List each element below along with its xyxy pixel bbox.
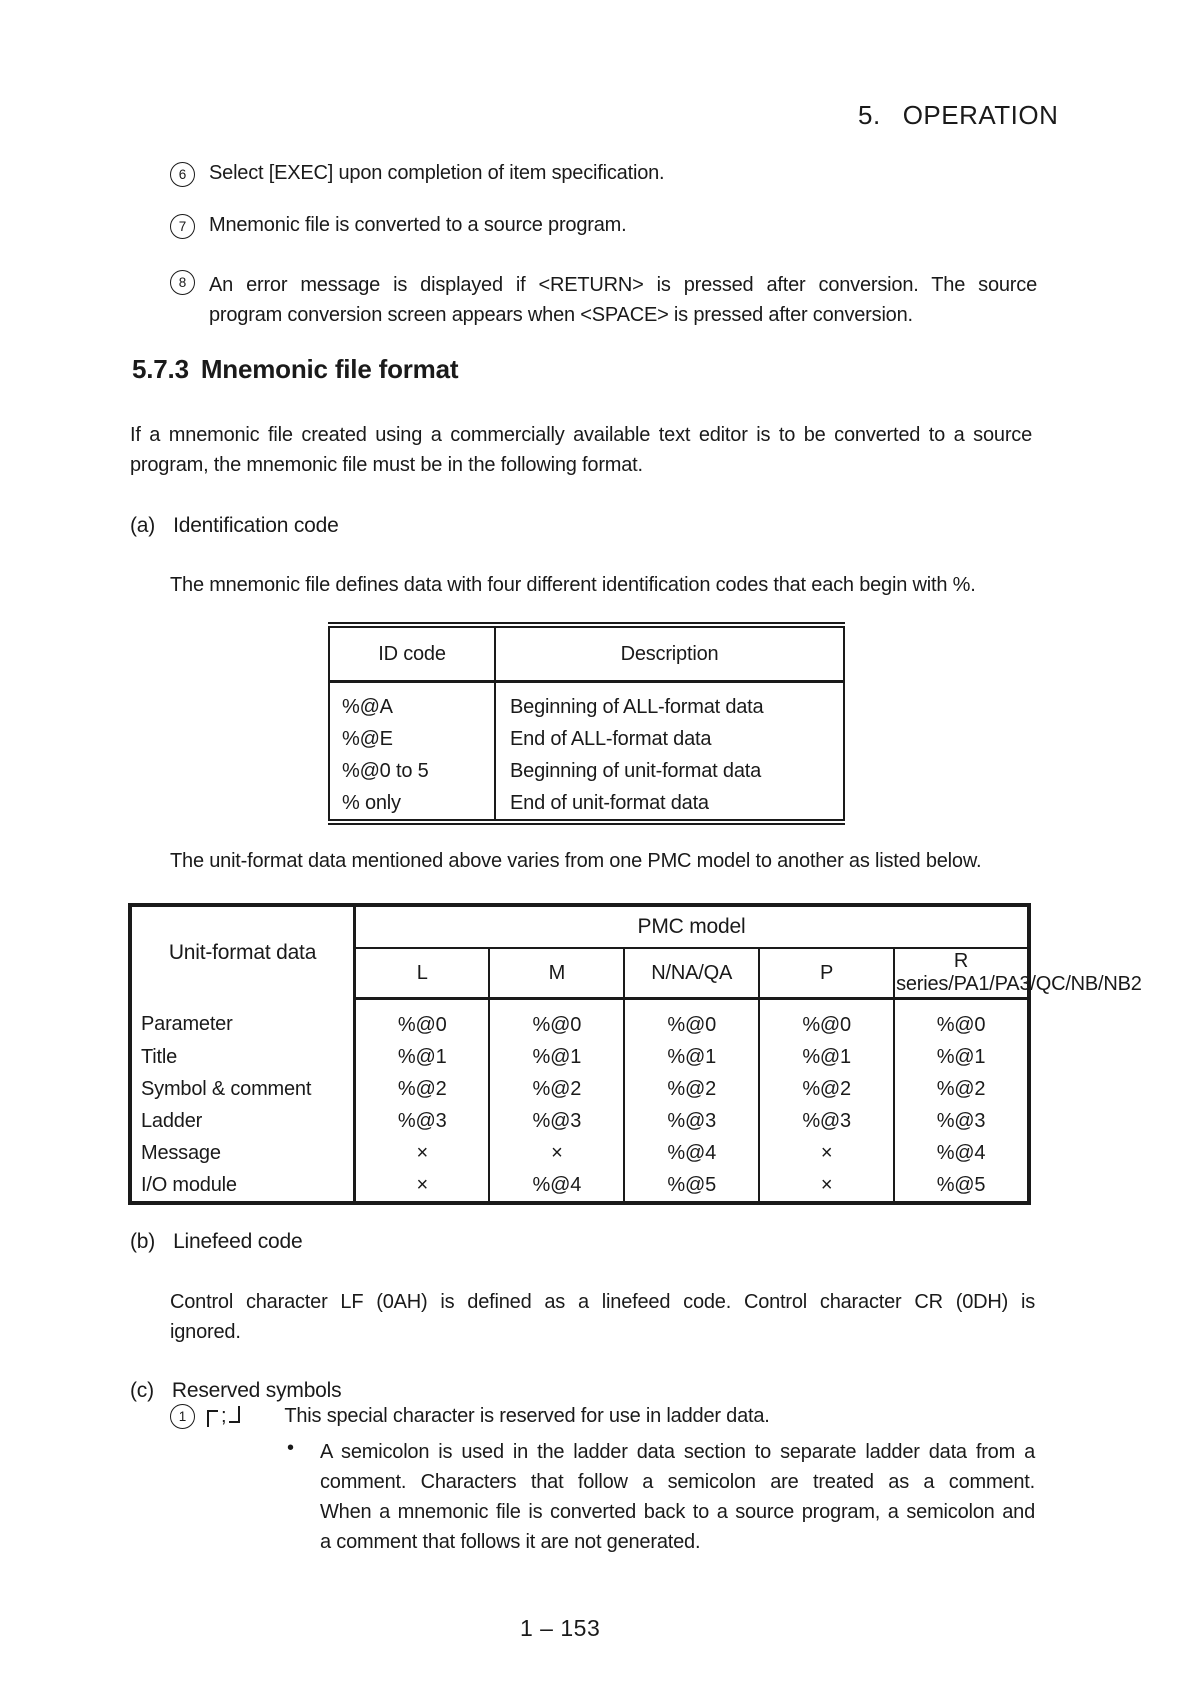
paragraph-line: program, the mnemonic file must be in the following format. (130, 454, 643, 476)
id-code-cell: %@A (329, 682, 495, 724)
step-text: Mnemonic file is converted to a source program. (209, 214, 627, 236)
step-text: Select [EXEC] upon completion of item specification. (209, 162, 665, 184)
section-number: 5.7.3 (132, 354, 189, 384)
corner-bracket-close-icon (229, 1406, 240, 1423)
chapter-header (858, 100, 1058, 131)
item-title: Reserved symbols (171, 1379, 342, 1402)
id-code-table (328, 622, 845, 825)
corner-header: Unit-format data (130, 905, 355, 999)
value-cell: %@2 (624, 1073, 759, 1105)
value-cell: × (355, 1137, 490, 1169)
value-cell: %@2 (936, 1078, 986, 1100)
value-cell: %@2 (355, 1073, 490, 1105)
row-label: Message (130, 1137, 355, 1169)
value-cell: %@3 (489, 1105, 624, 1137)
value-cell: %@4 (936, 1142, 986, 1164)
reserved-symbol: ; (221, 1405, 227, 1427)
paragraph-line: a comment that follows it are not generated. (320, 1531, 701, 1553)
row-label: I/O module (130, 1169, 355, 1203)
row-label: Symbol & comment (130, 1073, 355, 1105)
value-cell: × (759, 1169, 894, 1203)
reserved-symbol-text: This special character is reserved for use in ladder data. (284, 1405, 770, 1427)
model-header: M (489, 948, 624, 999)
section-title: Mnemonic file format (200, 354, 459, 384)
value-cell: %@1 (355, 1041, 490, 1073)
pmc-model-table (128, 903, 1142, 1205)
section-heading (132, 354, 458, 385)
id-code-cell: %@E (329, 723, 495, 755)
value-cell: %@1 (624, 1041, 759, 1073)
value-cell: %@3 (355, 1105, 490, 1137)
model-header: N/NA/QA (624, 948, 759, 999)
table-header-row (329, 625, 844, 682)
bullet-icon: • (287, 1437, 294, 1459)
model-header: P (759, 948, 894, 999)
corner-bracket-open-icon (207, 1410, 218, 1427)
value-cell: × (489, 1137, 624, 1169)
value-cell: %@0 (489, 999, 624, 1042)
circled-number-icon: 7 (170, 214, 195, 239)
item-c-heading (130, 1379, 341, 1403)
value-cell: %@0 (759, 999, 894, 1042)
row-label: Ladder (130, 1105, 355, 1137)
page-number: 1 – 153 (520, 1615, 601, 1641)
bullet-paragraph (320, 1437, 1035, 1557)
table-row (130, 1041, 1029, 1073)
group-header: PMC model (355, 905, 1030, 948)
table-row (130, 1169, 1029, 1203)
value-cell: × (355, 1169, 490, 1203)
value-cell: %@1 (759, 1041, 894, 1073)
value-cell: %@0 (355, 999, 490, 1042)
value-cell: %@5 (624, 1169, 759, 1203)
item-a-body: The mnemonic file defines data with four different identification codes that each begin with %. (170, 574, 976, 596)
paragraph-line: ignored. (170, 1321, 241, 1343)
paragraph-line: comment. Characters that follow a semicolon are treated as a comment. (320, 1471, 1035, 1493)
step-text (209, 270, 1037, 330)
reserved-symbol-row (170, 1404, 770, 1429)
step-text-line: program conversion screen appears when <SPACE> is pressed after conversion. (209, 304, 913, 326)
table-row (329, 787, 844, 822)
table-row (130, 1073, 1029, 1105)
value-cell: %@3 (936, 1110, 986, 1132)
intro-paragraph (130, 420, 1032, 480)
value-cell: %@3 (624, 1105, 759, 1137)
item-label: (c) (130, 1379, 154, 1402)
column-header: ID code (329, 625, 495, 682)
value-cell: %@3 (759, 1105, 894, 1137)
value-cell: %@2 (489, 1073, 624, 1105)
row-label: Parameter (130, 999, 355, 1042)
item-a-heading (130, 514, 339, 538)
value-cell: %@0 (624, 999, 759, 1042)
table-row (130, 1137, 1029, 1169)
description-cell: End of unit-format data (510, 792, 709, 814)
description-cell: Beginning of unit-format data (510, 760, 762, 782)
description-cell: Beginning of ALL-format data (510, 696, 764, 718)
table-row (329, 723, 844, 755)
step-text-line: An error message is displayed if <RETURN> is pressed after conversion. The source (209, 274, 1037, 296)
item-label: (a) (130, 514, 156, 537)
chapter-number: 5. (858, 100, 881, 130)
item-title: Identification code (173, 514, 339, 537)
item-title: Linefeed code (173, 1230, 303, 1253)
id-code-cell: % only (329, 787, 495, 822)
value-cell: %@2 (759, 1073, 894, 1105)
unit-format-note: The unit-format data mentioned above varies from one PMC model to another as listed below. (170, 850, 982, 872)
paragraph-line: If a mnemonic file created using a commercially available text editor is to be converted to a source (130, 424, 1032, 446)
table-row (329, 682, 844, 724)
paragraph-line: When a mnemonic file is converted back to a source program, a semicolon and (320, 1501, 1035, 1523)
circled-number-icon: 8 (170, 270, 195, 295)
value-cell: %@0 (936, 1014, 986, 1036)
table-row (130, 999, 1029, 1042)
description-cell: End of ALL-format data (510, 728, 712, 750)
model-header: L (355, 948, 490, 999)
value-cell: %@4 (624, 1137, 759, 1169)
paragraph-line: A semicolon is used in the ladder data section to separate ladder data from a (320, 1441, 1035, 1463)
step-7 (170, 214, 626, 239)
value-cell: %@1 (936, 1046, 986, 1068)
item-b-heading (130, 1230, 302, 1254)
value-cell: %@5 (936, 1174, 986, 1196)
value-cell: %@1 (489, 1041, 624, 1073)
circled-number-icon: 1 (170, 1404, 195, 1429)
column-header: Description (495, 625, 844, 682)
value-cell: %@4 (489, 1169, 624, 1203)
table-row (329, 755, 844, 787)
step-6 (170, 162, 664, 187)
circled-number-icon: 6 (170, 162, 195, 187)
table-header-row (130, 905, 1029, 948)
paragraph-line: Control character LF (0AH) is defined as a linefeed code. Control character CR (0DH) is (170, 1291, 1035, 1313)
row-label: Title (130, 1041, 355, 1073)
model-header: R series/PA1/PA3/QC/NB/NB2 (894, 948, 1029, 999)
table-row (130, 1105, 1029, 1137)
value-cell: × (759, 1137, 894, 1169)
id-code-cell: %@0 to 5 (329, 755, 495, 787)
step-8 (170, 270, 1037, 330)
item-label: (b) (130, 1230, 156, 1253)
chapter-title: OPERATION (902, 100, 1059, 130)
item-b-body (170, 1287, 1035, 1347)
